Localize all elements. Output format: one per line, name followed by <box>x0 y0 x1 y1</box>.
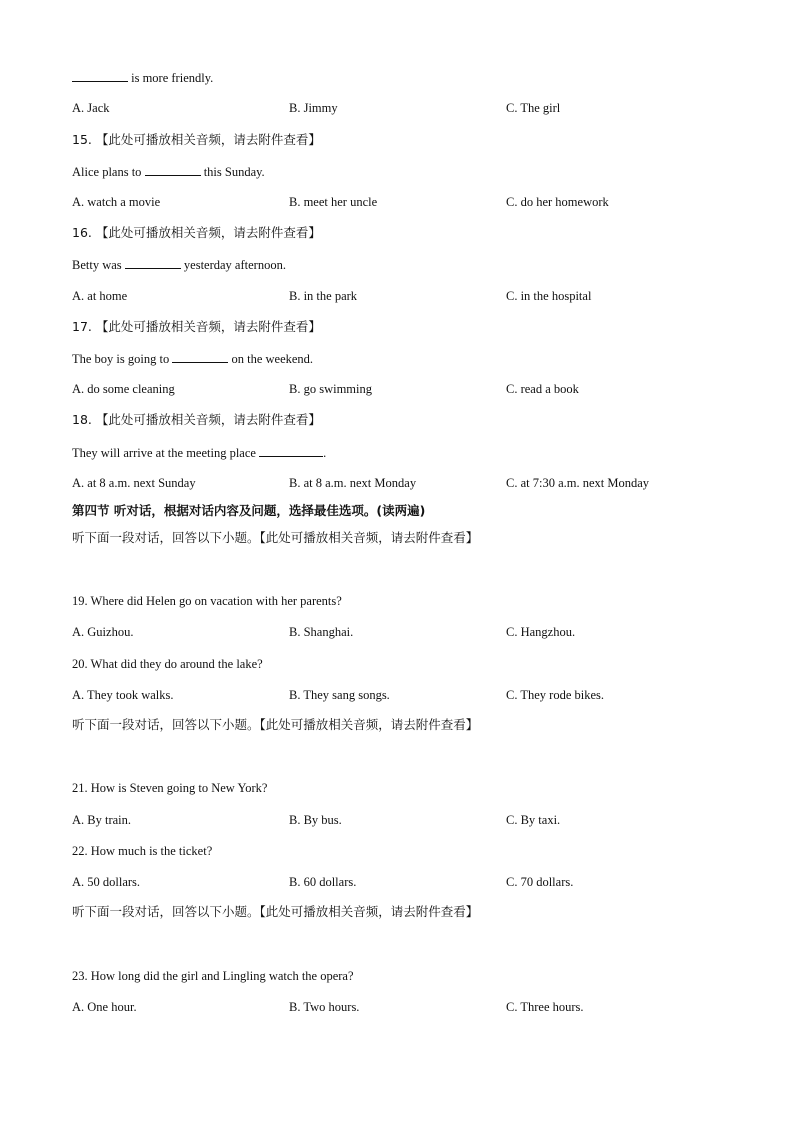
q18-option-b[interactable]: B. at 8 a.m. next Monday <box>289 476 417 490</box>
q14-option-c[interactable]: C. The girl <box>506 101 561 115</box>
q19-question: 19. Where did Helen go on vacation with her parents? <box>72 594 342 608</box>
q23-option-a[interactable]: A. One hour. <box>72 1000 137 1014</box>
q21-option-b[interactable]: B. By bus. <box>289 813 342 827</box>
q20-option-a[interactable]: A. They took walks. <box>72 688 174 702</box>
q19-option-c[interactable]: C. Hangzhou. <box>506 625 576 639</box>
q17-option-a[interactable]: A. do some cleaning <box>72 382 175 396</box>
q16-stem: Betty was yesterday afternoon. <box>72 258 286 272</box>
q14-stem: is more friendly. <box>72 69 213 86</box>
q22-option-b[interactable]: B. 60 dollars. <box>289 875 357 889</box>
section-4-title: 第四节 听对话，根据对话内容及问题，选择最佳选项。(读两遍) <box>72 503 426 518</box>
q14-option-b[interactable]: B. Jimmy <box>289 101 338 115</box>
q16-option-c[interactable]: C. in the hospital <box>506 289 592 303</box>
q19-option-b[interactable]: B. Shanghai. <box>289 625 354 639</box>
q15-stem: Alice plans to this Sunday. <box>72 165 265 179</box>
q23-question: 23. How long did the girl and Lingling watch the opera? <box>72 969 354 983</box>
answer-blank <box>125 256 181 269</box>
dialog-intro-audio-link[interactable]: 听下面一段对话，回答以下小题。【此处可播放相关音频，请去附件查看】 <box>72 530 479 545</box>
q20-option-b[interactable]: B. They sang songs. <box>289 688 390 702</box>
q15-option-c[interactable]: C. do her homework <box>506 195 609 209</box>
q22-question: 22. How much is the ticket? <box>72 844 213 858</box>
q17-header-audio-link[interactable]: 17. 【此处可播放相关音频，请去附件查看】 <box>72 319 321 334</box>
q20-option-c[interactable]: C. They rode bikes. <box>506 688 605 702</box>
q18-option-c[interactable]: C. at 7:30 a.m. next Monday <box>506 476 650 490</box>
q19-option-a[interactable]: A. Guizhou. <box>72 625 134 639</box>
q23-option-c[interactable]: C. Three hours. <box>506 1000 584 1014</box>
dialog-intro-audio-link[interactable]: 听下面一段对话，回答以下小题。【此处可播放相关音频，请去附件查看】 <box>72 904 479 919</box>
q21-option-a[interactable]: A. By train. <box>72 813 132 827</box>
q18-header-audio-link[interactable]: 18. 【此处可播放相关音频，请去附件查看】 <box>72 412 321 427</box>
answer-blank <box>72 69 128 82</box>
q17-option-b[interactable]: B. go swimming <box>289 382 372 396</box>
dialog-intro-audio-link[interactable]: 听下面一段对话，回答以下小题。【此处可播放相关音频，请去附件查看】 <box>72 717 479 732</box>
q17-option-c[interactable]: C. read a book <box>506 382 579 396</box>
q22-option-a[interactable]: A. 50 dollars. <box>72 875 141 889</box>
q21-option-c[interactable]: C. By taxi. <box>506 813 561 827</box>
answer-blank <box>145 163 201 176</box>
q16-header-audio-link[interactable]: 16. 【此处可播放相关音频，请去附件查看】 <box>72 225 321 240</box>
q22-option-c[interactable]: C. 70 dollars. <box>506 875 574 889</box>
q15-option-b[interactable]: B. meet her uncle <box>289 195 378 209</box>
answer-blank <box>259 444 323 457</box>
q18-stem: They will arrive at the meeting place . <box>72 446 327 460</box>
q15-option-a[interactable]: A. watch a movie <box>72 195 161 209</box>
q14-option-a[interactable]: A. Jack <box>72 101 110 115</box>
q18-option-a[interactable]: A. at 8 a.m. next Sunday <box>72 476 196 490</box>
answer-blank <box>172 350 228 363</box>
q16-option-b[interactable]: B. in the park <box>289 289 358 303</box>
q21-question: 21. How is Steven going to New York? <box>72 781 268 795</box>
q16-option-a[interactable]: A. at home <box>72 289 128 303</box>
q23-option-b[interactable]: B. Two hours. <box>289 1000 360 1014</box>
q20-question: 20. What did they do around the lake? <box>72 657 263 671</box>
q15-header-audio-link[interactable]: 15. 【此处可播放相关音频，请去附件查看】 <box>72 132 321 147</box>
q17-stem: The boy is going to on the weekend. <box>72 352 314 366</box>
